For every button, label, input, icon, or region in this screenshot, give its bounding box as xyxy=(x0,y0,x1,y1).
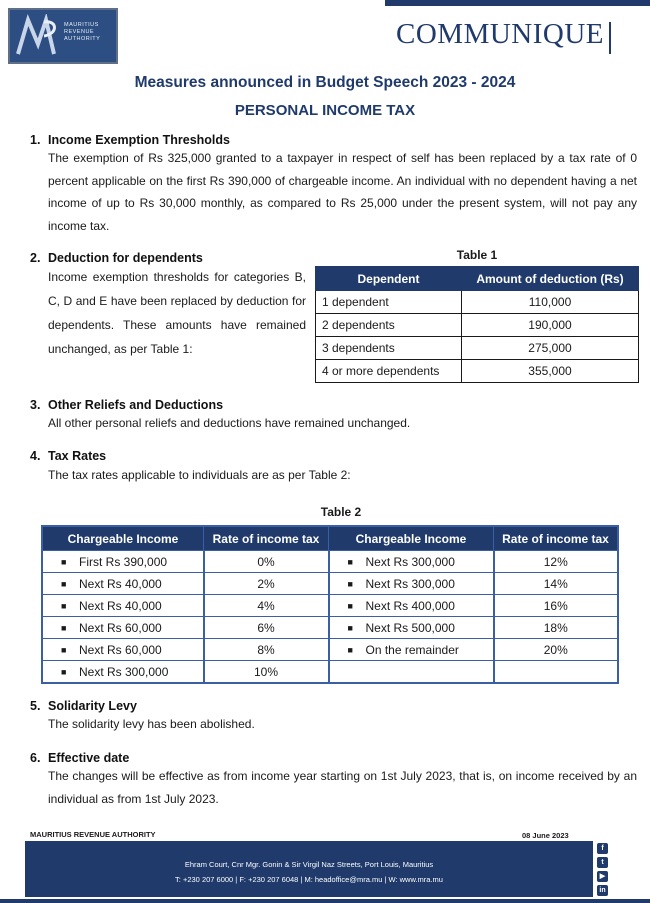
page-title: Measures announced in Budget Speech 2023 - 2024 xyxy=(134,74,516,91)
footer-band xyxy=(25,841,593,897)
table2-cell: 16% xyxy=(494,595,619,617)
table2-cell: ■ Next Rs 40,000 xyxy=(42,573,204,595)
footer-address: Ehram Court, Cnr Mgr. Gonin & Sir Virgil Naz Streets, Port Louis, Mauritius xyxy=(184,860,434,869)
communique-title: COMMUNIQUE xyxy=(396,18,604,50)
page-subtitle: PERSONAL INCOME TAX xyxy=(234,102,416,119)
table2-cell: ■ Next Rs 400,000 xyxy=(329,595,494,617)
table2-cell xyxy=(494,661,619,684)
table2-cell: 2% xyxy=(204,573,329,595)
table1-cell: 275,000 xyxy=(462,337,639,360)
linkedin-icon[interactable]: in xyxy=(597,885,608,896)
footer-date: 08 June 2023 xyxy=(522,831,569,840)
table-row xyxy=(316,337,639,360)
table2-cell xyxy=(329,661,494,684)
footer-contact: T: +230 207 6000 | F: +230 207 6048 | M: headoffice@mra.mu | W: www.mra.mu xyxy=(175,875,443,884)
table2-header: Chargeable Income xyxy=(42,526,204,551)
mr-logo-icon xyxy=(14,14,64,60)
table2-cell: ■ Next Rs 300,000 xyxy=(329,573,494,595)
table2-cell: 8% xyxy=(204,639,329,661)
section-heading-6: 6. Effective date xyxy=(30,751,130,765)
table-row xyxy=(42,595,618,617)
footer-org-name: MAURITIUS REVENUE AUTHORITY xyxy=(30,830,156,839)
table2-cell: 4% xyxy=(204,595,329,617)
table1-header: Dependent xyxy=(316,267,462,291)
table2-cell: 0% xyxy=(204,551,329,573)
bottom-rule xyxy=(0,899,650,903)
table2-cell: 18% xyxy=(494,617,619,639)
section-heading-1: 1. Income Exemption Thresholds xyxy=(30,133,230,147)
table2-cell: ■ On the remainder xyxy=(329,639,494,661)
table2-cell: ■ Next Rs 500,000 xyxy=(329,617,494,639)
table1-cell: 1 dependent xyxy=(316,291,462,314)
table2-cell: 12% xyxy=(494,551,619,573)
section-body-2: Income exemption thresholds for categories B, C, D and E have been replaced by deduction for dependents. These amounts have remained unchanged, as per Table 1: xyxy=(48,270,306,356)
table2-header: Chargeable Income xyxy=(329,526,494,551)
bullet-icon: ■ xyxy=(61,622,67,633)
table-row xyxy=(42,617,618,639)
bullet-icon: ■ xyxy=(347,556,353,567)
table2-cell: ■ Next Rs 300,000 xyxy=(329,551,494,573)
table2-caption: Table 2 xyxy=(320,505,362,519)
table-row xyxy=(316,360,639,383)
twitter-icon[interactable]: t xyxy=(597,857,608,868)
bullet-icon: ■ xyxy=(347,622,353,633)
table1-caption: Table 1 xyxy=(456,248,498,262)
section-heading-4: 4. Tax Rates xyxy=(30,449,107,463)
section-body-6: The changes will be effective as from income year starting on 1st July 2023, that is, on income received by an individual as from 1st July 2023. xyxy=(48,769,637,806)
section-body-5: The solidarity levy has been abolished. xyxy=(48,717,255,731)
table2-cell: ■ Next Rs 60,000 xyxy=(42,639,204,661)
bullet-icon: ■ xyxy=(61,666,67,677)
table1-cell: 4 or more dependents xyxy=(316,360,462,383)
section-heading-5: 5. Solidarity Levy xyxy=(30,699,137,713)
bullet-icon: ■ xyxy=(347,600,353,611)
table2-cell: ■ Next Rs 40,000 xyxy=(42,595,204,617)
section-heading-2: 2. Deduction for dependents xyxy=(30,251,203,265)
bullet-icon: ■ xyxy=(347,578,353,589)
table-row xyxy=(42,551,618,573)
bullet-icon: ■ xyxy=(61,600,67,611)
section-body-3: All other personal reliefs and deductions have remained unchanged. xyxy=(48,416,411,430)
table1 xyxy=(315,266,639,383)
table2-header: Rate of income tax xyxy=(204,526,329,551)
section-heading-3: 3. Other Reliefs and Deductions xyxy=(30,398,224,412)
communique-divider xyxy=(609,22,611,54)
section-body-1: The exemption of Rs 325,000 granted to a taxpayer in respect of self has been replaced by a tax rate of 0 percent applicable on the first Rs 390,000 of chargeable income. An individual with no dependent having a net income of up to Rs 30,000 monthly, as compared to Rs 25,000 under the present system, will not pay any income tax. xyxy=(48,151,637,233)
table1-cell: 190,000 xyxy=(462,314,639,337)
logo-org-name: MAURITIUS REVENUE AUTHORITY xyxy=(64,22,101,42)
table-row xyxy=(316,291,639,314)
table2-header: Rate of income tax xyxy=(494,526,619,551)
table-row xyxy=(42,639,618,661)
bullet-icon: ■ xyxy=(61,644,67,655)
facebook-icon[interactable]: f xyxy=(597,843,608,854)
table2-cell: 14% xyxy=(494,573,619,595)
table1-cell: 3 dependents xyxy=(316,337,462,360)
mra-logo xyxy=(8,8,118,64)
table2-cell: 6% xyxy=(204,617,329,639)
bullet-icon: ■ xyxy=(61,556,67,567)
table2-cell: 20% xyxy=(494,639,619,661)
table2-cell: 10% xyxy=(204,661,329,684)
section-body-4: The tax rates applicable to individuals are as per Table 2: xyxy=(48,468,351,482)
table1-cell: 110,000 xyxy=(462,291,639,314)
table2-cell: ■ First Rs 390,000 xyxy=(42,551,204,573)
table-row xyxy=(42,573,618,595)
table-row xyxy=(42,661,618,684)
table1-cell: 355,000 xyxy=(462,360,639,383)
table1-header: Amount of deduction (Rs) xyxy=(462,267,639,291)
bullet-icon: ■ xyxy=(61,578,67,589)
table2-cell: ■ Next Rs 60,000 xyxy=(42,617,204,639)
table1-cell: 2 dependents xyxy=(316,314,462,337)
top-accent-strip xyxy=(385,0,650,6)
bullet-icon: ■ xyxy=(347,644,353,655)
table2 xyxy=(41,525,619,684)
table-row xyxy=(316,314,639,337)
youtube-icon[interactable]: ▶ xyxy=(597,871,608,882)
table2-cell: ■ Next Rs 300,000 xyxy=(42,661,204,684)
